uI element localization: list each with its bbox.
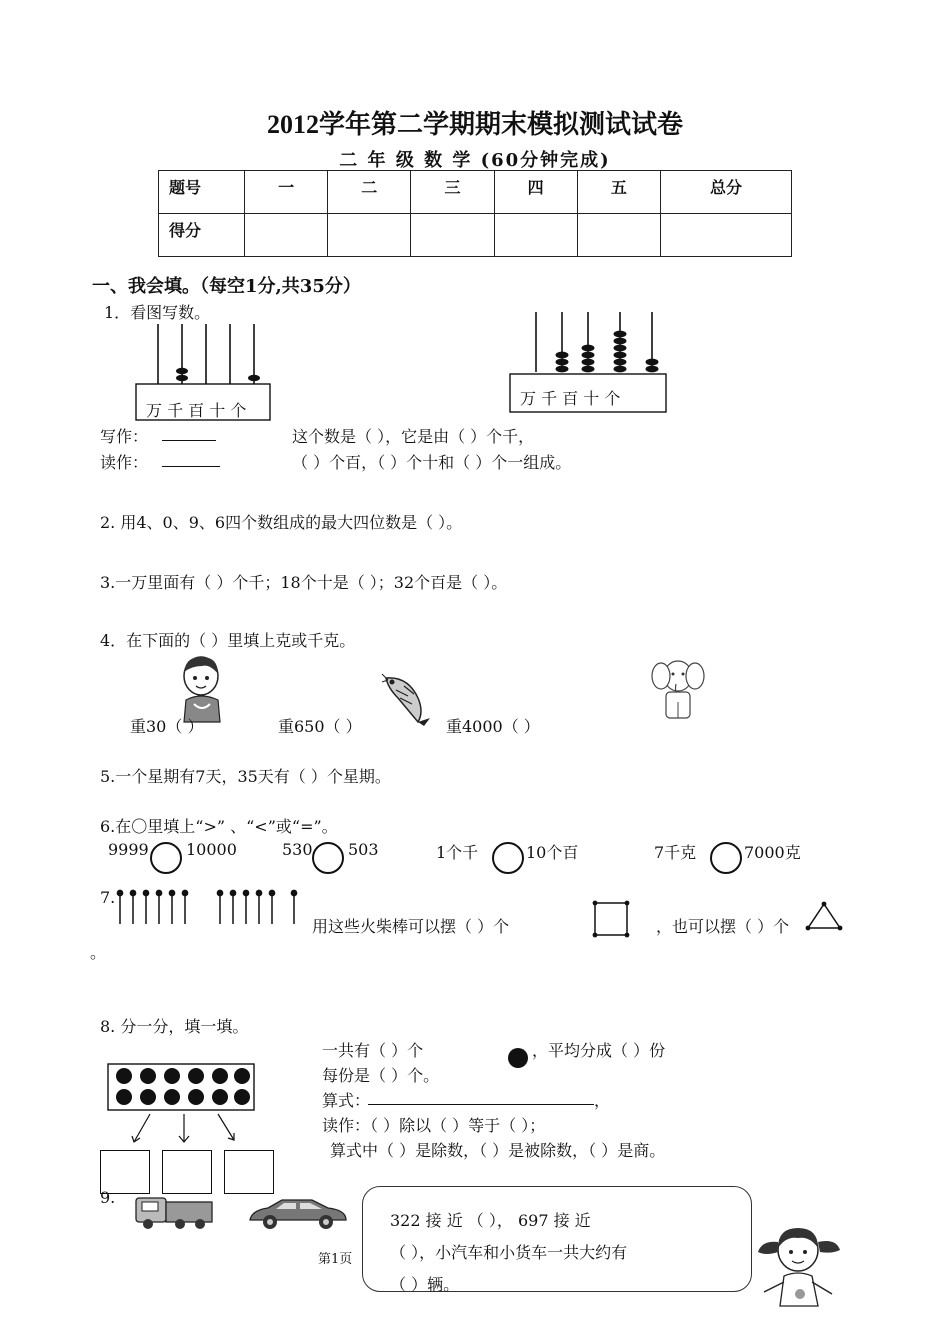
score-cell: 题号	[159, 171, 245, 214]
compare-circle[interactable]	[150, 842, 182, 874]
question-8-line3: 算式：	[322, 1091, 371, 1110]
score-cell: 五	[577, 171, 660, 214]
answer-box[interactable]	[224, 1150, 274, 1194]
question-1-label: 1．看图写数。	[104, 303, 211, 322]
score-input-cell[interactable]	[661, 214, 792, 257]
matchsticks-illustration	[116, 888, 300, 928]
question-8-line5: 算式中（ ）是除数，（ ）是被除数，（ ）是商。	[330, 1141, 666, 1160]
question-9-number: 9.	[100, 1188, 116, 1207]
question-5: 5.一个星期有7天，35天有（ ）个星期。	[100, 767, 391, 786]
question-4-a: 重30（ ）	[130, 717, 204, 736]
dot-icon	[508, 1048, 528, 1068]
car-illustration	[246, 1196, 350, 1232]
question-4-label: 4．在下面的（ ）里填上克或千克。	[100, 631, 356, 650]
score-table-score-row	[159, 214, 792, 257]
question-1-line1: 这个数是（ ），它是由（ ）个千，	[292, 427, 535, 446]
score-label: 得分	[159, 214, 245, 257]
dots-grouping-illustration	[100, 1062, 260, 1152]
question-7-number: 7.	[100, 888, 116, 907]
score-input-cell[interactable]	[328, 214, 411, 257]
section-heading: 一、我会填。（每空1分,共35分）	[92, 276, 361, 297]
bubble-line-2: （ ），小汽车和小货车一共大约有	[390, 1243, 628, 1262]
score-input-cell[interactable]	[494, 214, 577, 257]
question-7-tail: 。	[90, 943, 107, 962]
bubble-line-1: 322 接 近 （ ）， 697 接 近	[390, 1211, 591, 1230]
page-number: 第1页	[318, 1252, 353, 1267]
square-shape-icon	[592, 900, 632, 940]
question-8-line1b: ，平均分成（ ）份	[532, 1041, 666, 1060]
write-answer-line[interactable]	[162, 440, 216, 441]
question-2: 2. 用4、0、9、6四个数组成的最大四位数是（ ）。	[100, 513, 463, 532]
question-8-line4: 读作：（ ）除以（ ）等于（ ）；	[322, 1116, 546, 1135]
equation-answer-line[interactable]	[368, 1104, 594, 1105]
compare-left: 9999	[108, 840, 149, 859]
score-input-cell[interactable]	[411, 214, 494, 257]
score-table	[158, 170, 792, 257]
read-label: 读作：	[100, 453, 149, 472]
question-4-c: 重4000（ ）	[446, 717, 540, 736]
compare-right: 10个百	[526, 843, 579, 862]
girl-illustration	[752, 1220, 848, 1310]
compare-left: 530	[282, 840, 313, 859]
triangle-shape-icon	[806, 900, 846, 934]
compare-right: 10000	[186, 840, 237, 859]
question-1-line2: （ ）个百，（ ）个十和（ ）个一组成。	[292, 453, 572, 472]
question-8-line1a: 一共有（ ）个	[322, 1041, 424, 1060]
compare-right: 503	[348, 840, 379, 859]
page-subtitle: 二 年 级 数 学 (60分钟完成)	[339, 150, 611, 171]
compare-left: 7千克	[654, 843, 697, 862]
compare-left: 1个千	[436, 843, 479, 862]
score-input-cell[interactable]	[577, 214, 660, 257]
score-table-header-row	[159, 171, 792, 214]
compare-circle[interactable]	[492, 842, 524, 874]
question-7-text-b: ，也可以摆（ ）个	[656, 917, 790, 936]
question-8-label: 8. 分一分，填一填。	[100, 1017, 249, 1036]
score-cell: 三	[411, 171, 494, 214]
abacus-right-labels: 万 千 百 十 个	[520, 389, 621, 408]
write-label: 写作：	[100, 427, 149, 446]
read-answer-line[interactable]	[162, 466, 220, 467]
bubble-line-3: （ ）辆。	[390, 1275, 460, 1294]
question-8-line3-end: ，	[594, 1091, 611, 1110]
question-7-text-a: 用这些火柴棒可以摆（ ）个	[312, 917, 510, 936]
compare-circle[interactable]	[710, 842, 742, 874]
truck-illustration	[132, 1192, 216, 1232]
page-title: 2012学年第二学期期末模拟测试试卷	[266, 110, 683, 139]
question-6-label: 6.在〇里填上“>” 、“<”或“=”。	[100, 817, 338, 836]
score-input-cell[interactable]	[245, 214, 328, 257]
score-cell: 二	[328, 171, 411, 214]
question-4-b: 重650（ ）	[278, 717, 362, 736]
score-cell: 总分	[661, 171, 792, 214]
abacus-left-labels: 万 千 百 十 个	[146, 401, 247, 420]
fish-illustration	[378, 668, 436, 728]
question-8-line2: 每份是（ ）个。	[322, 1066, 440, 1085]
score-cell: 四	[494, 171, 577, 214]
compare-circle[interactable]	[312, 842, 344, 874]
compare-right: 7000克	[744, 843, 801, 862]
score-cell: 一	[245, 171, 328, 214]
elephant-illustration	[650, 654, 706, 720]
answer-box[interactable]	[162, 1150, 212, 1194]
question-3: 3.一万里面有（ ）个千；18个十是（ ）；32个百是（ ）。	[100, 573, 508, 592]
